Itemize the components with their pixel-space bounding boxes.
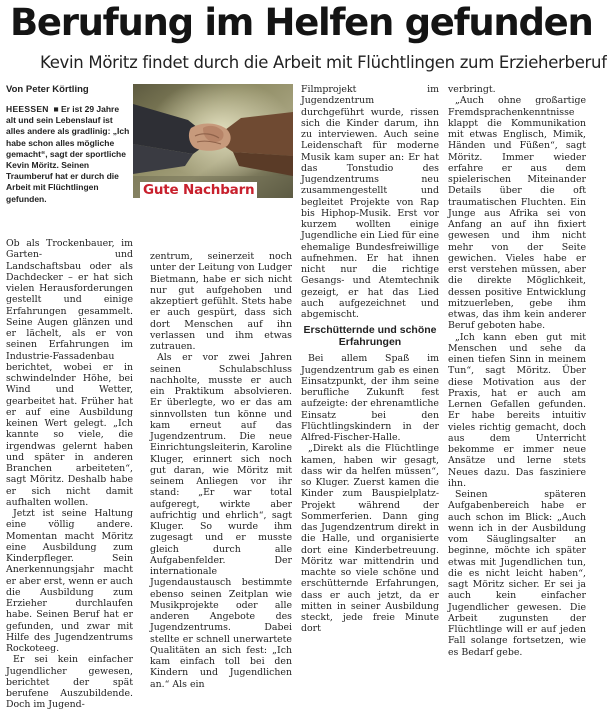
column-paragraph: „Ich kann eben gut mit Menschen und sehe da einen tiefen Sinn in meinem Tun“, sagt Möritz. Über diese Motivation aus der Praxis, hat er auch am Lernen Gefallen gefunden. Er habe bereits intuitiv vieles richtig gemacht, doch aus dem Unterricht bekomme er immer neue Ansätze und lerne stets Neues dazu. Das fasziniere ihn. — [448, 331, 586, 489]
column-paragraph: Er sei kein einfacher Jugendlicher gewesen, berichtet der spät berufene Auszubildende. Doch im Jugend- — [6, 654, 133, 711]
column-paragraph: „Direkt als die Flüchtlinge kamen, haben wir gesagt, dass wir da helfen müssen“, so Kluger. Zuerst kamen die Kinder zum Bauspielplatz-Projekt während der Sommerferien. Dann ging das Jugendzentrum direkt in die Halle, und organisierte dort eine Kinderbetreuung. Möritz war mittendrin und machte so viele schöne und erschütternde Erfahrungen, dass er auch jetzt, da er mitten in seiner Ausbildung steckt, jede freie Minute dort — [301, 443, 439, 635]
dateline-place: HEESSEN — [6, 104, 49, 114]
column-paragraph: Seinen späteren Aufgabenbereich habe er auch schon im Blick: „Auch wenn ich in der Ausbildung vom Säuglingsalter an beginne, möchte ich später etwas mit Jugendlichen tun, die es nicht leicht haben“, sagt Möritz sicher. Er sei ja auch kein einfacher Jugendlicher gewesen. Die Arbeit zugunsten der Flüchtlinge will er auf jeden Fall solange fortsetzen, wie es Bedarf gebe. — [448, 489, 586, 658]
article-photo-handshake — [133, 84, 293, 198]
subheadline: Kevin Möritz findet durch die Arbeit mit Flüchtlingen zum Erzieherberuf — [40, 53, 607, 72]
column-paragraph: Filmprojekt im Jugendzentrum durchgeführt wurde, rissen sich die Kinder darum, ihn zu interviewen. Auch seine Leidenschaft für moderne Musik kam super an: Er hat das Tonstudio des Jugendzentrums neu zusammengestellt und begleitet Projekte von Rap bis Hiphop-Musik. Erst vor kurzem wollten einige Jugendliche ein Lied für eine ehemalige Bundesfreiwillige aufnehmen. Er hat ihnen nicht nur die richtige Gesangs- und Atemtechnik gezeigt, er hat das Lied auch aufgezeichnet und abgemischt. — [301, 84, 439, 320]
article-column-3 — [301, 84, 439, 635]
section-heading: Erschütternde und schöne Erfahrungen — [303, 324, 437, 349]
byline: Von Peter Körtling — [6, 84, 89, 95]
article-column-1 — [6, 238, 133, 711]
column-paragraph: zentrum, seinerzeit noch unter der Leitung von Ludger Bietmann, habe er sich nicht nur gut aufgehoben und akzeptiert gefühlt. Stets habe er auch gespürt, dass sich dort Menschen auf ihn verlassen und ihm etwas zutrauen. — [150, 251, 292, 352]
kicker-label: Gute Nachbarn — [140, 182, 257, 198]
headline: Berufung im Helfen gefunden — [10, 1, 593, 44]
column-paragraph: „Auch ohne großartige Fremdsprachenkenntnisse klappt die Kommunikation mit etwas Englisch, Mimik, Händen und Füßen“, sagt Möritz. Immer wieder erfahre er aus dem spielerischen Miteinander Details über die oft traumatischen Fluchten. Ein Junge aus Afrika sei von Anfang an auf ihn fixiert gewesen und ihm nicht mehr von der Seite gewichen. Vieles habe er erst verstehen müssen, aber die direkte Möglichkeit, dessen positive Entwicklung mitzuerleben, gebe ihm etwas, das ihm kein anderer Beruf geboten habe. — [448, 95, 586, 332]
column-paragraph: verbringt. — [448, 84, 496, 95]
column-paragraph: Jetzt ist seine Haltung eine völlig andere. Momentan macht Möritz eine Ausbildung zum Kinderpfleger. Sein Anerkennungsjahr macht er aber erst, wenn er auch die Ausbildung zum Erzieher durchlaufen habe. Seinen Beruf hat er gefunden, und zwar mit Hilfe des Jugendzentrums Rockoteeg. — [6, 508, 133, 654]
lead-paragraph — [6, 104, 131, 205]
article-column-4 — [448, 84, 586, 658]
column-paragraph: Bei allem Spaß im Jugendzentrum gab es einen Einsatzpunkt, der ihm seine berufliche Zukunft fest aufzeigte: der ehrenamtliche Einsatz bei den Flüchtlingskindern in der Alfred-Fischer-Halle. — [301, 353, 439, 443]
lead-text: Er ist 29 Jahre alt und sein Lebenslauf ist alles andere als gradlinig: „Ich habe schon alles mögliche gemacht“, sagt der sportliche Kevin Möritz. Seinen Traumberuf hat er durch die Arbeit mit Flüchtlingen gefunden. — [6, 104, 130, 204]
column-paragraph: Als er vor zwei Jahren seinen Schulabschluss nachholte, musste er auch ein Praktikum absolvieren. Er überlegte, wo er das am sinnvollsten tun könne und kam erneut auf das Jugendzentrum. Die neue Einrichtungsleiterin, Karoline Kluger, erinnert sich noch gut daran, wie Möritz mit seinem Anliegen vor ihr stand: „Er war total aufgeregt, wirkte aber aufrichtig und ehrlich“, sagt Kluger. So wurde ihm zugesagt und er musste gleich durch alle Aufgabenfelder. Der internationale Jugendaustausch bestimmte ebenso seinen Zeitplan wie Musikprojekte oder alle anderen Angebote des Jugendzentrums. Dabei stellte er schnell unerwartete Qualitäten an sich fest: „Ich kam einfach toll bei den Kindern und Jugendlichen an.“ Als ein — [150, 352, 292, 690]
column-paragraph: Ob als Trockenbauer, im Garten- und Landschaftsbau oder als Dachdecker – er hat sich vielen Herausforderungen gestellt und einige Erfahrungen gesammelt. Seine Augen glänzen und er lächelt, als er von seinen Erfahrungen im Industrie-Fassadenbau berichtet, wobei er in schwindelnder Höhe, bei Wind und Wetter, gearbeitet hat. Früher hat er auf eine Ausbildung keinen Wert gelegt. „Ich kannte so viele, die irgendwas gelernt haben und später in anderen Branchen arbeiteten“, sagt Möritz. Deshalb habe er sich nicht damit aufhalten wollen. — [6, 238, 133, 508]
dateline-bullet-icon: ■ — [51, 104, 61, 114]
article-column-2 — [150, 251, 292, 690]
